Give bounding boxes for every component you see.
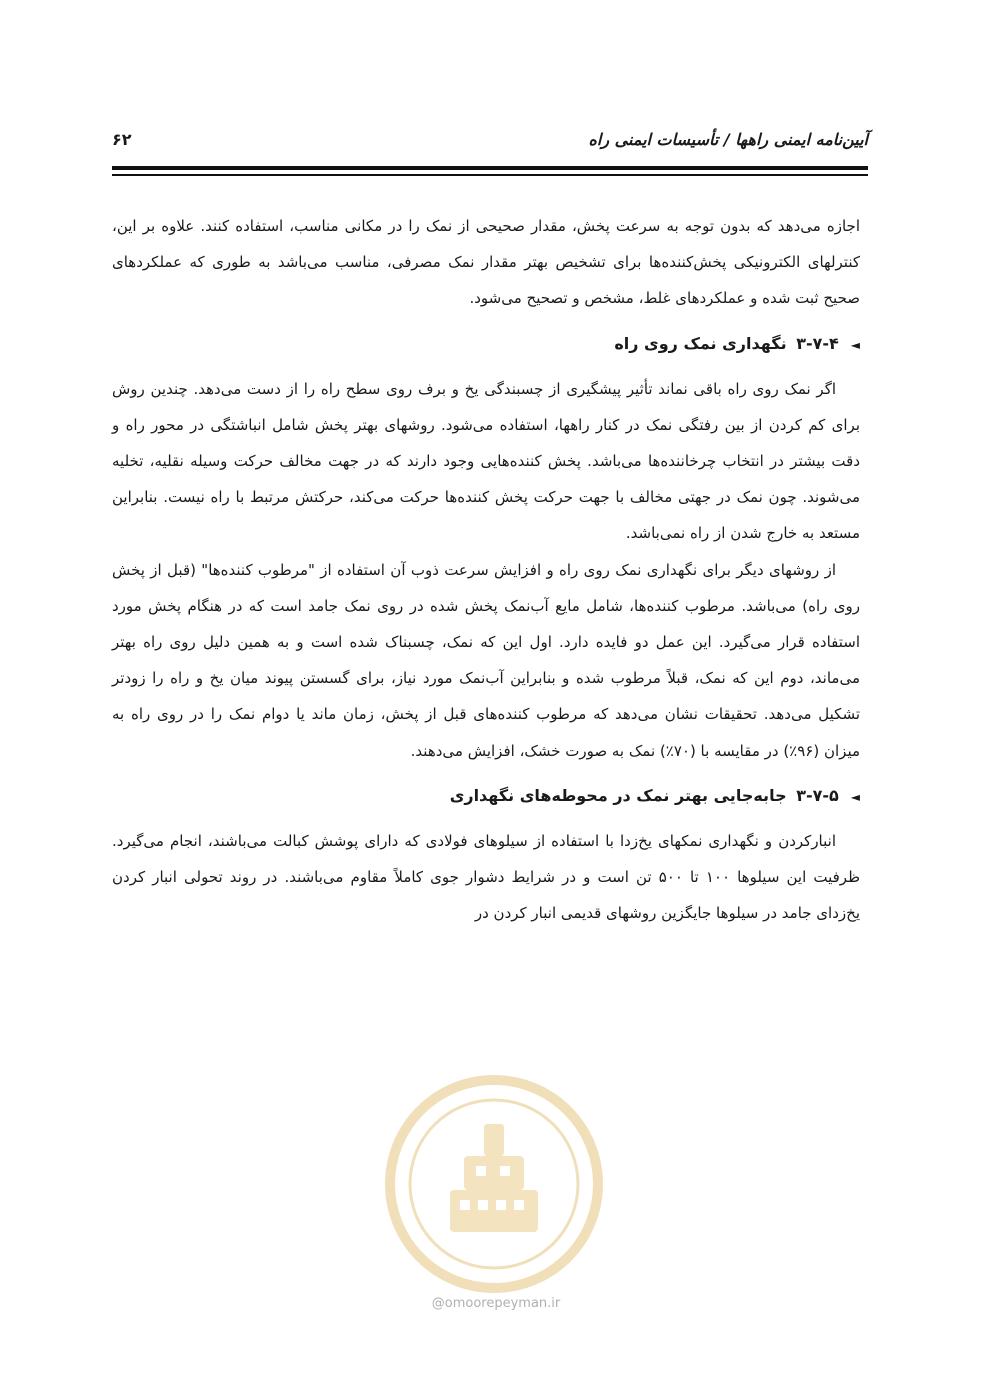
page-number: ۶۲ xyxy=(112,130,132,149)
section-number: ۳-۷-۵ xyxy=(796,785,839,805)
section-heading-4 xyxy=(112,326,860,363)
watermark-text: @omoorepeyman.ir xyxy=(431,1296,561,1311)
section-title: جابه‌جایی بهتر نمک در محوطه‌های نگهداری xyxy=(449,785,787,805)
at-icon: @ xyxy=(431,1296,445,1311)
section-number: ۳-۷-۴ xyxy=(796,333,839,353)
section-4-paragraph-1: اگر نمک روی راه باقی نماند تأثیر پیشگیری از چسبندگی یخ و برف روی سطح راه را از دست می‌دهد. چندین روش برای کم کردن از بین رفتگی نمک در کنار راهها، استفاده می‌شود. روشهای بهتر پخش شامل انباشتگی در محور راه و دقت بیشتر در انتخاب چرخانندەها می‌باشد. پخش کننده‌هایی وجود دارند که در جهت مخالف حرکت وسیله نقلیه، تخلیه می‌شوند. چون نمک در جهتی مخالف با جهت حرکت پخش کننده‌ها حرکت می‌کند، حرکتش مرتبط با راه نیست. بنابراین مستعد به خارج شدن از راه نمی‌باشد. xyxy=(112,379,860,543)
logo-seal-icon xyxy=(380,1070,608,1298)
section-heading-5 xyxy=(112,778,860,815)
triangle-bullet-icon: ◄ xyxy=(850,337,860,352)
intro-paragraph: اجازه می‌دهد که بدون توجه به سرعت پخش، مقدار صحیحی از نمک را در مکانی مناسب، استفاده کنند. علاوه بر این، کنترلهای الکترونیکی پخش‌کننده‌ها برای تشخیص بهتر مقدار نمک مصرفی، مناسب می‌باشد به طوری که عملکردهای صحیح ثبت شده و عملکردهای غلط، مشخص و تصحیح می‌شود. xyxy=(112,217,860,308)
header-rule-thin xyxy=(112,174,868,176)
header-rule-thick xyxy=(112,166,868,170)
section-5-paragraph: انبارکردن و نگهداری نمکهای یخ‌زدا با استفاده از سیلوهای فولادی که دارای پوشش کبالت می‌باشند، انجام می‌گیرد. ظرفیت این سیلوها ۱۰۰ تا ۵۰۰ تن است و در شرایط دشوار جوی کاملاً مقاوم می‌باشند. در روند تحولی انبار کردن یخ‌زدای جامد در سیلوها جایگزین روشهای قدیمی انبار کردن در xyxy=(112,831,861,923)
section-4-paragraph-2: از روشهای دیگر برای نگهداری نمک روی راه و افزایش سرعت ذوب آن استفاده از "مرطوب کننده‌ها" (قبل از پخش روی راه) می‌باشد. مرطوب کننده‌ها، شامل مایع آب‌نمک پخش شده در روی نمک جامد است که در هنگام پخش مورد استفاده قرار می‌گیرد. این عمل دو فایده دارد. اول این که نمک، چسبناک شده است و به همین دلیل روی راه بهتر می‌ماند، دوم این که نمک، قبلاً مرطوب شده و بنابراین آب‌نمک مورد نیاز، برای گسستن پیوند میان یخ و راه را زودتر تشکیل می‌دهد. تحقیقات نشان می‌دهد که مرطوب کننده‌های قبل از پخش، زمان ماند یا دوام نمک را در روی راه به میزان (۹۶٪) در مقایسه با (۷۰٪) نمک به صورت خشک، افزایش می‌دهند. xyxy=(112,560,860,760)
page-header xyxy=(112,124,868,158)
page-body xyxy=(112,208,860,931)
triangle-bullet-icon: ◄ xyxy=(850,789,860,804)
running-title: آیین‌نامه ایمنی راهها / تأسیسات ایمنی راه xyxy=(588,130,868,149)
section-title: نگهداری نمک روی راه xyxy=(614,333,787,353)
